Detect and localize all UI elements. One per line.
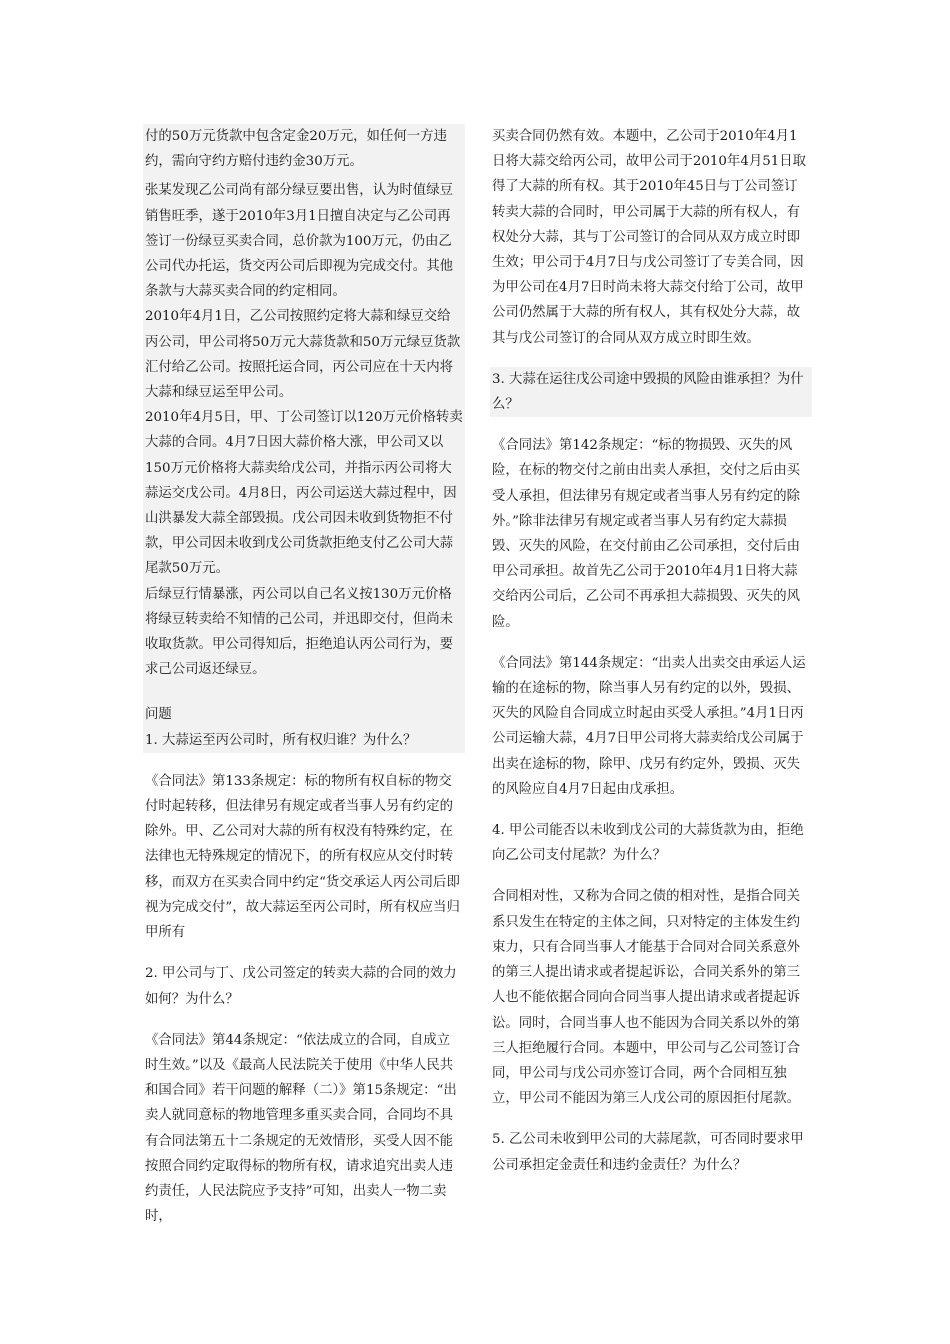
answer-2-continued: 买卖合同仍然有效。本题中，乙公司于2010年4月1日将大蒜交给丙公司，故甲公司于2010年4月51日取得了大蒜的所有权。其于2010年45日与丁公司签订转卖大蒜的合同时，甲公司属于大蒜的所有权人，有权处分大蒜，其与丁公司签订的合同从双方成立时即生效；甲公司于4月7日与戊公司签订了专美合同，因为甲公司在4月7日时尚未将大蒜交付给丁公司，故甲公司仍然属于大蒜的所有权人，其有权处分大蒜，故其与戊公司签订的合同从双方成立时即生效。 bbox=[492, 129, 807, 346]
questions-heading: 问题 bbox=[145, 707, 172, 723]
answer-2: 《合同法》第44条规定：“依法成立的合同，自成立时生效。”以及《最高人民法院关于使用《中华人民共和国合同》若干问题的解释（二）》第15条规定：“出卖人就同意标的物地管理多重买卖合同，合同均不具有合同法第五十二条规定的无效情形，买受人因不能按照合同约定取得标的物所有权，请求追究出卖人违约责任，人民法院应予支持”可知，出卖人一物二卖时， bbox=[145, 1032, 457, 1225]
answer-3-part-1: 《合同法》第142条规定：“标的物损毁、灭失的风险，在标的物交付之前由出卖人承担，交付之后由买受人承担，但法律另有规定或者当事人另有约定的除外。”除非法律另有规定或者当事人另有约定大蒜损毁、灭失的风险，在交付前由乙公司承担，交付后由甲公司承担。故首先乙公司于2010年4月1日将大蒜交给丙公司后，乙公司不再承担大蒜损毁、灭失的风险。 bbox=[492, 438, 800, 630]
answer-1: 《合同法》第133条规定：标的物所有权自标的物交付时起转移，但法律另有规定或者当事人另有约定的除外。甲、乙公司对大蒜的所有权没有特殊约定，在法律也无特殊规定的情况下，的所有权应从交付时转移，而双方在买卖合同中约定“货交承运人丙公司后即视为完成交付”，故大蒜运至丙公司时，所有权应当归甲所有 bbox=[145, 773, 460, 941]
question-2: 2. 甲公司与丁、戊公司签定的转卖大蒜的合同的效力如何？为什么？ bbox=[145, 966, 457, 1007]
left-column bbox=[143, 124, 465, 1229]
question-4: 4. 甲公司能否以未收到戊公司的大蒜货款为由，拒绝向乙公司支付尾款？为什么？ bbox=[492, 823, 804, 864]
question-1: 1. 大蒜运至丙公司时，所有权归谁？为什么？ bbox=[145, 732, 417, 748]
answer-4: 合同相对性，又称为合同之债的相对性，是指合同关系只发生在特定的主体之间，只对特定的主体发生约束力，只有合同当事人才能基于合同对合同关系意外的第三人提出请求或者提起诉讼，合同关系外的第三人也不能依据合同向合同当事人提出请求或者提起诉讼。同时，合同当事人也不能因为合同关系以外的第三人拒绝履行合同。本题中，甲公司与乙公司签订合同，甲公司与戊公司亦签订合同，两个合同相互独立，甲公司不能因为第三人戊公司的原因拒付尾款。 bbox=[492, 889, 800, 1107]
question-3: 3. 大蒜在运往戊公司途中毁损的风险由谁承担？为什么？ bbox=[490, 367, 812, 417]
case-paragraph: 2010年4月5日，甲、丁公司签订以120万元价格转卖大蒜的合同。4月7日因大蒜价格大涨，甲公司又以150万元价格将大蒜卖给戊公司，并指示丙公司将大蒜运交戊公司。4月8日，丙公司运送大蒜过程中，因山洪暴发大蒜全部毁损。戊公司因未收到货物拒不付款，甲公司因未收到戊公司货款拒绝支付乙公司大蒜尾款50万元。 bbox=[145, 410, 463, 577]
case-paragraph: 2010年4月1日，乙公司按照约定将大蒜和绿豆交给丙公司，甲公司将50万元大蒜货款和50万元绿豆货款汇付给乙公司。按照托运合同，丙公司应在十天内将大蒜和绿豆运至甲公司。 bbox=[145, 309, 461, 401]
case-paragraph: 张某发现乙公司尚有部分绿豆要出售，认为时值绿豆销售旺季，遂于2010年3月1日擅自决定与乙公司再签订一份绿豆买卖合同，总价款为100万元，仍由乙公司代办托运，货交丙公司后即视为完成交付。其他条款与大蒜买卖合同的约定相同。 bbox=[145, 183, 453, 300]
case-paragraph: 后绿豆行情暴涨，丙公司以自己名义按130万元价格将绿豆转卖给不知情的己公司，并迅即交付，但尚未收取货款。甲公司得知后，拒绝追认丙公司行为，要求己公司返还绿豆。 bbox=[145, 586, 453, 678]
right-column bbox=[490, 124, 812, 1178]
case-facts bbox=[143, 124, 465, 753]
answer-3-part-2: 《合同法》第144条规定：“出卖人出卖交由承运人运输的在途标的物，除当事人另有约定的以外，毁损、灭失的风险自合同成立时起由买受人承担。”4月1日丙公司运输大蒜，4月7日甲公司将大蒜卖给戊公司属于出卖在途标的物，除甲、戊另有约定外，毁损、灭失的风险应自4月7日起由戊承担。 bbox=[492, 655, 806, 797]
question-5: 5. 乙公司未收到甲公司的大蒜尾款，可否同时要求甲公司承担定金责任和违约金责任？为什么？ bbox=[492, 1132, 804, 1173]
case-paragraph: 付的50万元货款中包含定金20万元，如任何一方违约，需向守约方赔付违约金30万元。 bbox=[145, 129, 447, 170]
